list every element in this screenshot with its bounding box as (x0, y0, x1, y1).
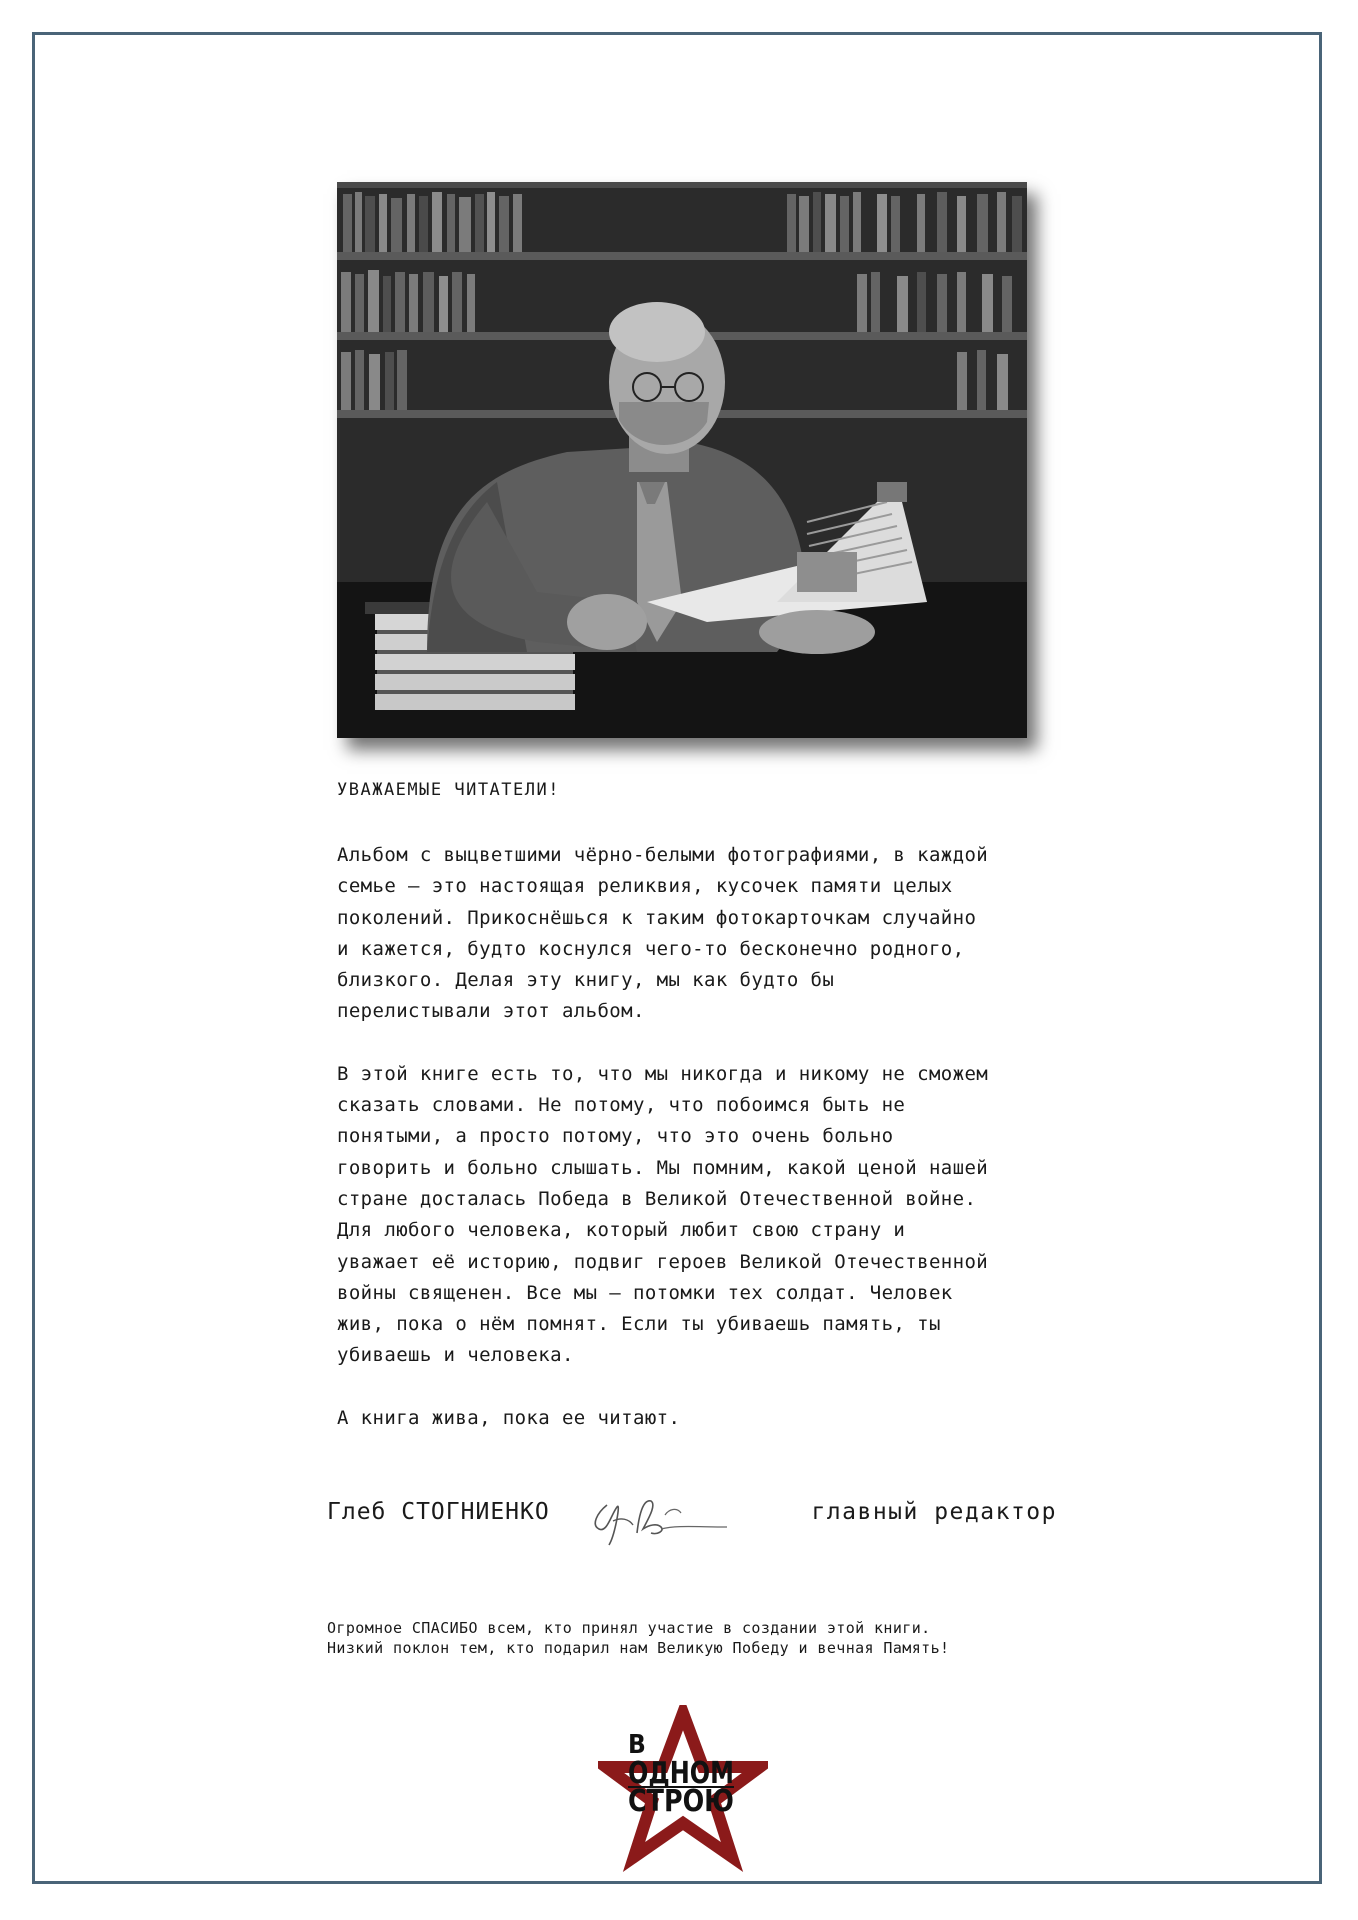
v-odnom-stroyu-logo (598, 1705, 768, 1875)
signature-row (327, 1495, 1057, 1555)
letter-body (337, 840, 1057, 1465)
logo-text-line-1: В (628, 1730, 646, 1760)
logo-text-line-2: ОДНОМ (628, 1756, 734, 1791)
thanks-line-2: Низкий поклон тем, кто подарил нам Великую Победу и вечная Память! (327, 1639, 950, 1657)
paragraph-2: В этой книге есть то, что мы никогда и никому не сможем сказать словами. Не потому, что побоимся быть не понятыми, а просто потому, что это очень больно говорить и больно слышать. Мы помним, какой ценой нашей стране досталась Победа в Великой Отечественной войне. Для любого человека, который любит свою страну и уважает её историю, подвиг героев Великой Отечественной войны священен. Все мы – потомки тех солдат. Человек жив, пока о нём помнят. Если ты убиваешь память, ты убиваешь и человека. (337, 1062, 989, 1367)
editor-role: главный редактор (811, 1499, 1057, 1525)
handwritten-signature (577, 1485, 737, 1555)
editor-name: Глеб СТОГНИЕНКО (327, 1499, 550, 1525)
paragraph-1: Альбом с выцветшими чёрно-белыми фотографиями, в каждой семье – это настоящая реликвия, кусочек памяти целых поколений. Прикоснёшься к таким фотокарточкам случайно и кажется, будто коснулся чего-то бесконечно родного, близкого. Делая эту книгу, мы как будто бы перелистывали этот альбом. (337, 844, 989, 1023)
editor-photo (337, 182, 1027, 738)
greeting-heading: УВАЖАЕМЫЕ ЧИТАТЕЛИ! (337, 780, 560, 800)
paragraph-3: А книга жива, пока ее читают. (337, 1406, 681, 1429)
thanks-line-1: Огромное СПАСИБО всем, кто принял участие в создании этой книги. (327, 1619, 931, 1637)
thanks-note (327, 1618, 1087, 1658)
logo-text-line-3: СТРОЮ (628, 1784, 734, 1819)
